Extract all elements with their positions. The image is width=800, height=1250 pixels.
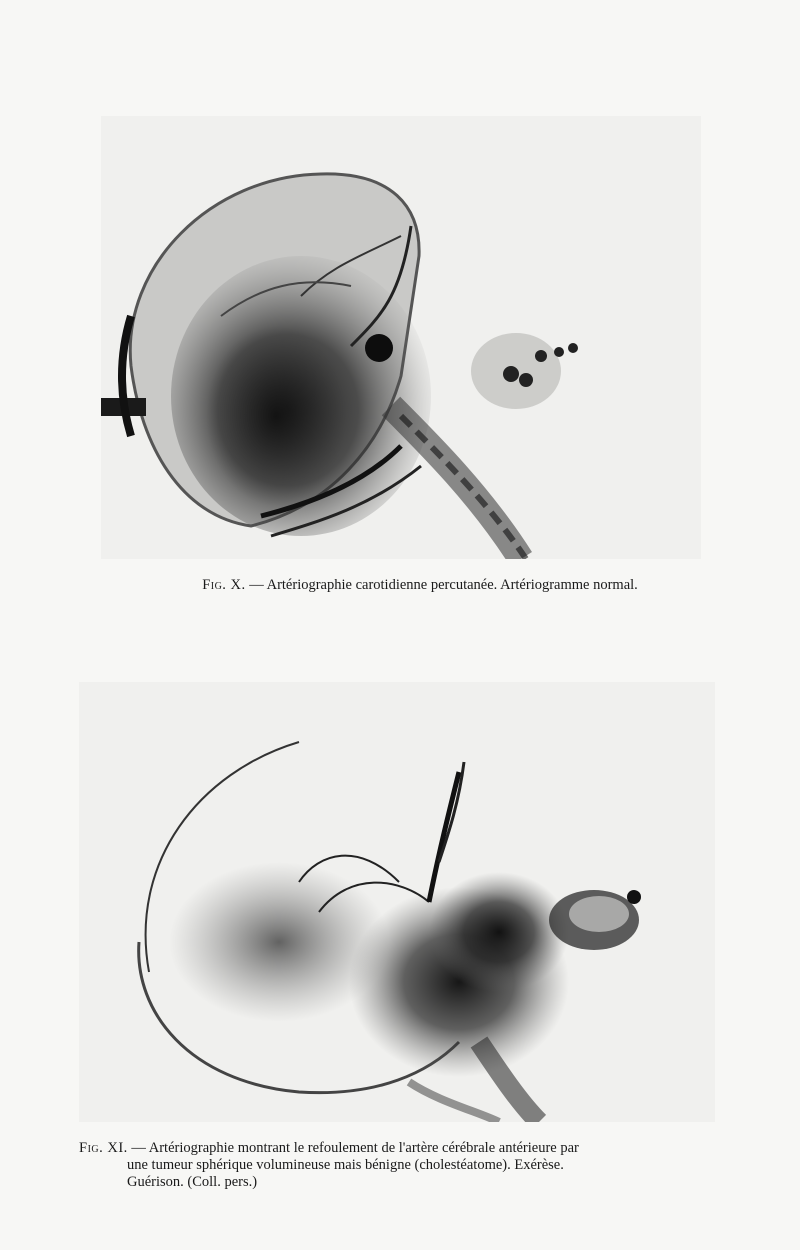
radiograph-image [101,116,701,559]
radiograph-image [79,682,715,1122]
figure-xi-caption-line3: Guérison. (Coll. pers.) [127,1174,258,1190]
figure-x-caption [120,577,720,594]
figure-x-caption-text: — Artériographie carotidienne percutanée. Artériogramme normal. [249,577,638,593]
figure-xi-caption-line2: une tumeur sphérique volumineuse mais bénigne (cholestéatome). Exérèse. [127,1157,564,1173]
figure-xi-caption-line1: — Artériographie montrant le refoulement de l'artère cérébrale antérieure par [131,1140,579,1156]
figure-xi-radiograph [79,682,715,1122]
figure-xi-label: Fig. XI. [79,1140,128,1156]
figure-x-label: Fig. X. [202,577,246,593]
figure-xi-caption [79,1140,707,1191]
figure-x-radiograph [101,116,701,559]
